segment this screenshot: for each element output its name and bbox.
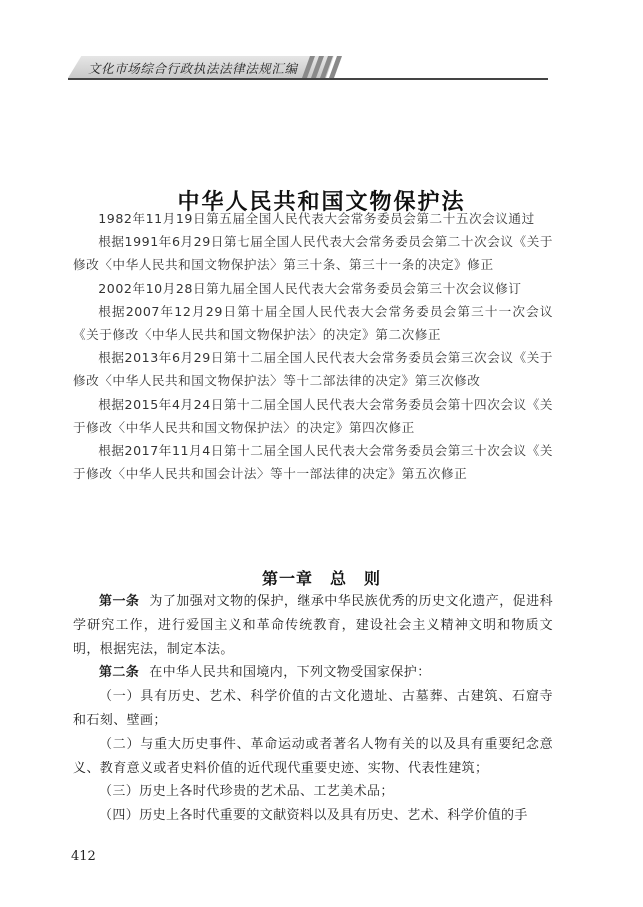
list-item: （三）历史上各时代珍贵的艺术品、工艺美术品； [99,784,394,800]
history-line: 根据2013年6月29日第十二届全国人民代表大会常务委员会第三次会议《关于修改〈中华人民共和国文物保护法〉等十二部法律的决定》第三次修改 [73,350,553,389]
article [73,590,553,661]
header-rule [68,78,548,80]
header-title: 文化市场综合行政执法法律法规汇编 [88,61,298,76]
chapter-heading: 第一章 总 则 [261,569,381,589]
revision-history [73,207,553,485]
history-line: 根据2017年11月4日第十二届全国人民代表大会常务委员会第三十次会议《关于修改〈中华人民共和国会计法〉等十一部法律的决定》第五次修正 [73,443,553,482]
body-text [73,590,553,828]
history-line: 1982年11月19日第五届全国人民代表大会常务委员会第二十五次会议通过 [98,211,535,226]
article-label: 第一条 [99,594,140,609]
article-label: 第二条 [99,665,140,681]
article [73,661,553,685]
list-item: （四）历史上各时代重要的文献资料以及具有历史、艺术、科学价值的手 [99,808,528,824]
article-text: 为了加强对文物的保护，继承中华民族优秀的历史文化遗产，促进科学研究工作，进行爱国主义和革命传统教育，建设社会主义精神文明和物质文明，根据宪法，制定本法。 [73,594,553,657]
list-item: （一）具有历史、艺术、科学价值的古文化遗址、古墓葬、古建筑、石窟寺和石刻、壁画； [73,689,553,728]
article-text: 在中华人民共和国境内，下列文物受国家保护： [149,665,431,681]
page-number: 412 [71,849,96,864]
list-item: （二）与重大历史事件、革命运动或者著名人物有关的以及具有重要纪念意义、教育意义或者史料价值的近代现代重要史迹、实物、代表性建筑； [73,736,553,776]
history-line: 根据1991年6月29日第七届全国人民代表大会常务委员会第二十次会议《关于修改〈中华人民共和国文物保护法〉第三十条、第三十一条的决定》修正 [73,234,553,273]
document-title: 中华人民共和国文物保护法 [177,188,466,215]
history-line: 2002年10月28日第九届全国人民代表大会常务委员会第三十次会议修订 [98,280,522,296]
history-line: 根据2015年4月24日第十二届全国人民代表大会常务委员会第十四次会议《关于修改〈中华人民共和国文物保护法〉的决定》第四次修正 [73,396,553,435]
history-line: 根据2007年12月29日第十届全国人民代表大会常务委员会第三十一次会议《关于修改〈中华人民共和国文物保护法〉的决定》第二次修正 [73,303,553,343]
running-header [68,56,548,80]
